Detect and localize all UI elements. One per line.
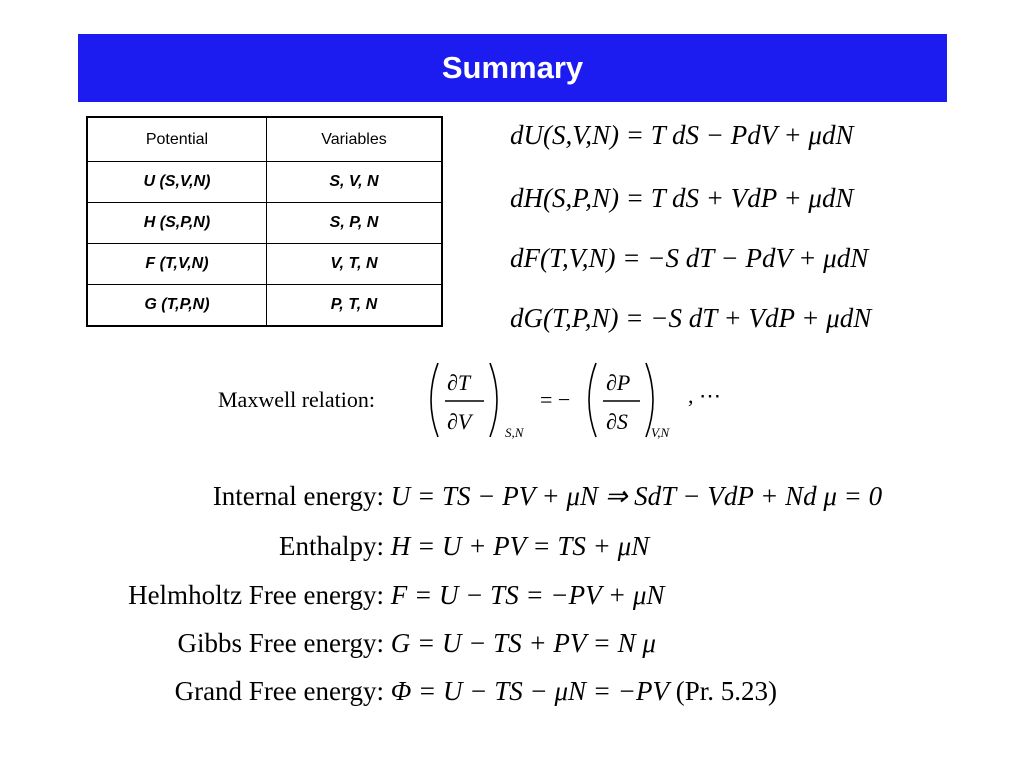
table-row — [87, 162, 442, 203]
right-paren-open — [589, 363, 596, 437]
table-header-row — [87, 117, 442, 162]
relation-expression: G = U − TS + PV = N μ — [390, 628, 656, 658]
table-row — [87, 244, 442, 285]
differential-dg: dG(T,P,N) = −S dT + VdP + μdN — [510, 303, 872, 333]
relation-label: Gibbs Free energy: — [177, 628, 384, 658]
relation-helmholtz — [0, 580, 664, 611]
maxwell-relation — [218, 355, 758, 445]
relation-enthalpy — [0, 531, 649, 562]
header-variables: Variables — [266, 117, 442, 162]
relation-label: Grand Free energy: — [174, 676, 384, 706]
title-banner — [78, 34, 947, 102]
rhs-numerator: ∂P — [606, 370, 631, 395]
rhs-subscript: V,N — [651, 425, 670, 440]
relation-label: Internal energy: — [212, 481, 384, 511]
differential-dh: dH(S,P,N) = T dS + VdP + μdN — [510, 183, 854, 213]
header-potential: Potential — [87, 117, 266, 162]
cell-variables: S, P, N — [266, 203, 442, 244]
maxwell-label: Maxwell relation: — [218, 387, 376, 412]
cell-variables: S, V, N — [266, 162, 442, 203]
potentials-table — [86, 116, 443, 327]
relation-internal-energy — [0, 481, 882, 512]
lhs-numerator: ∂T — [447, 370, 471, 395]
relation-expression: H = U + PV = TS + μN — [390, 531, 650, 561]
lhs-subscript: S,N — [505, 425, 524, 440]
cell-variables: P, T, N — [266, 285, 442, 327]
relation-note: (Pr. 5.23) — [675, 676, 777, 706]
relation-label: Helmholtz Free energy: — [128, 580, 384, 610]
relation-expression: U = TS − PV + μN ⇒ SdT − VdP + Nd μ = 0 — [390, 481, 883, 511]
relation-grand — [0, 676, 777, 707]
relation-expression: F = U − TS = −PV + μN — [390, 580, 665, 610]
table-row — [87, 285, 442, 327]
maxwell-ellipsis: , ⋯ — [688, 383, 721, 408]
cell-potential: F (T,V,N) — [87, 244, 266, 285]
left-paren-open — [431, 363, 438, 437]
left-paren-close — [490, 363, 497, 437]
differential-du: dU(S,V,N) = T dS − PdV + μdN — [510, 120, 854, 150]
cell-variables: V, T, N — [266, 244, 442, 285]
table-row — [87, 203, 442, 244]
lhs-denominator: ∂V — [447, 409, 472, 434]
relation-label: Enthalpy: — [279, 531, 384, 561]
page-title: Summary — [441, 50, 584, 85]
cell-potential: G (T,P,N) — [87, 285, 266, 327]
cell-potential: U (S,V,N) — [87, 162, 266, 203]
differential-df: dF(T,V,N) = −S dT − PdV + μdN — [510, 243, 869, 273]
relation-expression: Φ = U − TS − μN = −PV — [390, 676, 669, 706]
rhs-denominator: ∂S — [606, 409, 628, 434]
cell-potential: H (S,P,N) — [87, 203, 266, 244]
maxwell-equals: = − — [540, 387, 571, 412]
relation-gibbs — [0, 628, 656, 659]
